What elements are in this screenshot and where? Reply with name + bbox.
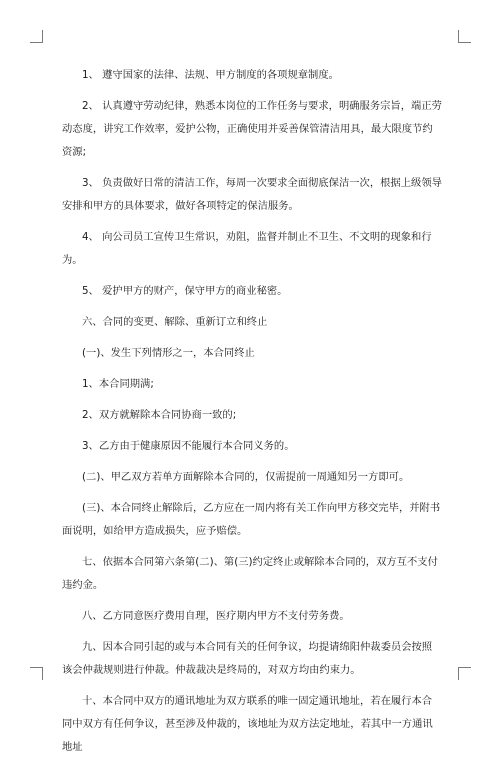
subsection-one-heading: (一)、发生下列情形之一，本合同终止 xyxy=(82,347,255,359)
document-body xyxy=(62,64,442,759)
paragraph-3: 3、 负责做好日常的清洁工作，每周一次要求全面彻底保洁一次，根据上级领导安排和甲方的具体要求，做好各项特定的保洁服务。 xyxy=(62,177,442,212)
list-item-1: 1、本合同期满; xyxy=(82,378,154,390)
subsection-three: (三)、本合同终止解除后，乙方应在一周内将有关工作向甲方移交完毕，并附书面说明，如给甲方造成损失，应予赔偿。 xyxy=(62,502,441,537)
crop-mark-top-left xyxy=(30,30,43,43)
crop-mark-bottom-left xyxy=(30,667,43,680)
crop-mark-top-right xyxy=(458,30,471,43)
list-item-3: 3、乙方由于健康原因不能履行本合同义务的。 xyxy=(82,440,295,452)
section-six-heading: 六、合同的变更、解除、重新订立和终止 xyxy=(82,316,268,328)
section-ten: 十、本合同中双方的通讯地址为双方联系的唯一固定通讯地址，若在履行本合同中双方有任何争议，甚至涉及仲裁的，该地址为双方法定地址，若其中一方通讯地址 xyxy=(62,695,433,753)
paragraph-1: 1、 遵守国家的法律、法规、甲方制度的各项规章制度。 xyxy=(82,69,339,81)
crop-mark-bottom-right xyxy=(458,667,471,680)
section-seven: 七、依据本合同第六条第(二)、第(三)约定终止或解除本合同的，双方互不支付违约金。 xyxy=(62,556,438,591)
paragraph-2: 2、 认真遵守劳动纪律，熟悉本岗位的工作任务与要求，明确服务宗旨，端正劳动态度，讲究工作效率，爱护公物，正确使用并妥善保管清洁用具，最大限度节约资源; xyxy=(62,100,442,158)
subsection-two: (二)、甲乙双方若单方面解除本合同的，仅需提前一周通知另一方即可。 xyxy=(82,471,410,483)
list-item-2: 2、双方就解除本合同协商一致的; xyxy=(82,409,237,421)
section-nine: 九、因本合同引起的或与本合同有关的任何争议，均提请绵阳仲裁委员会按照该会仲裁规则进行仲裁。仲裁裁决是终局的，对双方均由约束力。 xyxy=(62,641,433,676)
section-eight: 八、乙方同意医疗费用自理，医疗期内甲方不支付劳务费。 xyxy=(82,610,350,622)
paragraph-5: 5、 爱护甲方的财产，保守甲方的商业秘密。 xyxy=(82,285,288,297)
paragraph-4: 4、 向公司员工宣传卫生常识，劝阻，监督并制止不卫生、不文明的现象和行为。 xyxy=(62,231,432,266)
